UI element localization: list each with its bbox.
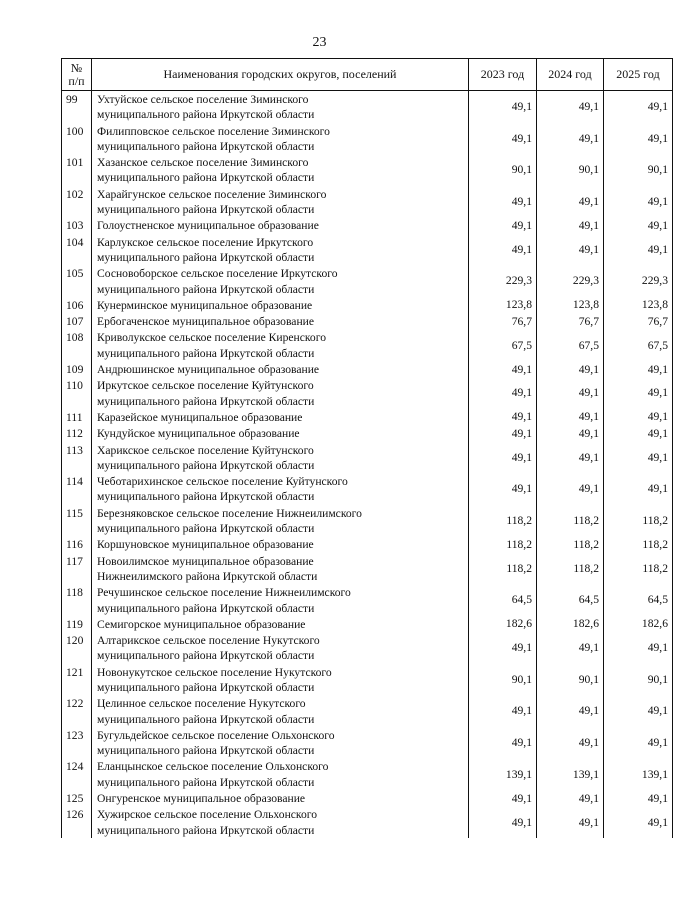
value-2023: 49,1	[469, 409, 537, 425]
table-row	[62, 695, 673, 727]
value-2023: 49,1	[469, 186, 537, 218]
row-name-line2: муниципального района Иркутской области	[97, 458, 315, 472]
value-2024: 123,8	[537, 297, 604, 313]
row-number: 115	[62, 505, 92, 537]
value-2023: 49,1	[469, 727, 537, 759]
table-row	[62, 806, 673, 838]
row-number: 122	[62, 695, 92, 727]
row-number: 123	[62, 727, 92, 759]
row-name-line2: муниципального района Иркутской области	[97, 203, 315, 217]
page-number: 23	[312, 35, 327, 50]
value-2025: 49,1	[604, 473, 673, 505]
table-row	[62, 727, 673, 759]
row-name	[92, 505, 469, 537]
value-2023: 49,1	[469, 790, 537, 806]
row-name-line1: Березняковское сельское поселение Нижнеилимского	[97, 506, 362, 520]
table-row	[62, 154, 673, 186]
row-name-line2: муниципального района Иркутской области	[97, 601, 315, 615]
row-name-line1: Еланцынское сельское поселение Ольхонского	[97, 760, 329, 774]
row-number: 108	[62, 329, 92, 361]
table-row	[62, 442, 673, 474]
row-number: 99	[62, 91, 92, 123]
value-2023: 118,2	[469, 536, 537, 552]
header-number-line2: п/п	[68, 73, 85, 88]
value-2023: 49,1	[469, 695, 537, 727]
row-number: 119	[62, 616, 92, 632]
value-2024: 49,1	[537, 473, 604, 505]
value-2024: 76,7	[537, 313, 604, 329]
row-name-line1: Голоустненское муниципальное образование	[97, 219, 319, 233]
row-name-line1: Хазанское сельское поселение Зиминского	[97, 156, 309, 170]
value-2024: 49,1	[537, 790, 604, 806]
row-name-line2: муниципального района Иркутской области	[97, 490, 315, 504]
row-name	[92, 123, 469, 155]
value-2025: 49,1	[604, 234, 673, 266]
value-2025: 49,1	[604, 790, 673, 806]
row-number: 101	[62, 154, 92, 186]
value-2025: 49,1	[604, 91, 673, 123]
value-2024: 49,1	[537, 361, 604, 377]
table-row	[62, 409, 673, 425]
table-row	[62, 313, 673, 329]
header-number	[62, 59, 92, 91]
value-2024: 49,1	[537, 695, 604, 727]
row-number: 116	[62, 536, 92, 552]
row-name	[92, 91, 469, 123]
row-number: 118	[62, 584, 92, 616]
row-name-line1: Кундуйское муниципальное образование	[97, 427, 300, 441]
row-number: 114	[62, 473, 92, 505]
value-2025: 123,8	[604, 297, 673, 313]
value-2024: 49,1	[537, 425, 604, 441]
table-row	[62, 186, 673, 218]
table-row	[62, 632, 673, 664]
row-name-line2: муниципального района Иркутской области	[97, 108, 315, 122]
row-number: 106	[62, 297, 92, 313]
value-2025: 49,1	[604, 632, 673, 664]
table-row	[62, 790, 673, 806]
row-name-line1: Семигорское муниципальное образование	[97, 617, 306, 631]
value-2025: 64,5	[604, 584, 673, 616]
row-name	[92, 234, 469, 266]
row-name	[92, 217, 469, 233]
value-2024: 90,1	[537, 664, 604, 696]
row-number: 110	[62, 377, 92, 409]
table-row	[62, 473, 673, 505]
value-2024: 64,5	[537, 584, 604, 616]
value-2025: 49,1	[604, 425, 673, 441]
header-2023: 2023 год	[469, 59, 537, 91]
row-name-line2: муниципального района Иркутской области	[97, 823, 315, 837]
row-name-line2: муниципального района Иркутской области	[97, 680, 315, 694]
value-2024: 182,6	[537, 616, 604, 632]
row-name	[92, 727, 469, 759]
row-name	[92, 806, 469, 838]
row-name-line1: Бугульдейское сельское поселение Ольхонского	[97, 728, 335, 742]
row-name-line2: муниципального района Иркутской области	[97, 775, 315, 789]
row-name	[92, 695, 469, 727]
row-name	[92, 553, 469, 585]
row-name-line1: Алтарикское сельское поселение Нукутского	[97, 634, 320, 648]
value-2023: 90,1	[469, 154, 537, 186]
table-row	[62, 329, 673, 361]
value-2024: 49,1	[537, 409, 604, 425]
table-row	[62, 664, 673, 696]
value-2023: 49,1	[469, 361, 537, 377]
row-name-line2: муниципального района Иркутской области	[97, 282, 315, 296]
value-2025: 118,2	[604, 536, 673, 552]
header-2025: 2025 год	[604, 59, 673, 91]
row-name-line1: Новонукутское сельское поселение Нукутского	[97, 665, 332, 679]
value-2023: 49,1	[469, 91, 537, 123]
row-name-line2: муниципального района Иркутской области	[97, 649, 315, 663]
row-name-line2: муниципального района Иркутской области	[97, 250, 315, 264]
row-name-line1: Онгуренское муниципальное образование	[97, 792, 306, 806]
table-row	[62, 297, 673, 313]
value-2023: 49,1	[469, 632, 537, 664]
value-2023: 118,2	[469, 505, 537, 537]
row-name-line2: муниципального района Иркутской области	[97, 394, 315, 408]
value-2025: 49,1	[604, 695, 673, 727]
value-2024: 67,5	[537, 329, 604, 361]
row-name-line1: Каразейское муниципальное образование	[97, 410, 303, 424]
table-row	[62, 425, 673, 441]
row-name-line2: Нижнеилимского района Иркутской области	[97, 569, 318, 583]
row-name	[92, 536, 469, 552]
value-2023: 64,5	[469, 584, 537, 616]
row-number: 109	[62, 361, 92, 377]
value-2025: 139,1	[604, 758, 673, 790]
value-2024: 139,1	[537, 758, 604, 790]
table-row	[62, 123, 673, 155]
value-2023: 182,6	[469, 616, 537, 632]
row-name-line2: муниципального района Иркутской области	[97, 139, 315, 153]
table-row	[62, 217, 673, 233]
row-name	[92, 758, 469, 790]
row-name-line1: Харайгунское сельское поселение Зиминского	[97, 187, 327, 201]
row-name	[92, 313, 469, 329]
row-number: 125	[62, 790, 92, 806]
table-row	[62, 234, 673, 266]
value-2023: 139,1	[469, 758, 537, 790]
row-name-line1: Кунерминское муниципальное образование	[97, 298, 313, 312]
table-row	[62, 377, 673, 409]
table-row	[62, 536, 673, 552]
value-2025: 49,1	[604, 217, 673, 233]
value-2023: 49,1	[469, 442, 537, 474]
row-name-line1: Ухтуйское сельское поселение Зиминского	[97, 93, 309, 106]
row-number: 105	[62, 265, 92, 297]
value-2025: 49,1	[604, 409, 673, 425]
row-name-line1: Коршуновское муниципальное образование	[97, 538, 314, 552]
row-name	[92, 329, 469, 361]
settlements-table	[61, 58, 673, 838]
row-name-line1: Сосновоборское сельское поселение Иркутского	[97, 267, 338, 281]
row-number: 111	[62, 409, 92, 425]
value-2024: 49,1	[537, 234, 604, 266]
row-name-line1: Ербогаченское муниципальное образование	[97, 315, 314, 329]
value-2024: 49,1	[537, 217, 604, 233]
value-2023: 49,1	[469, 217, 537, 233]
value-2024: 49,1	[537, 123, 604, 155]
value-2023: 49,1	[469, 473, 537, 505]
row-name-line1: Криволукское сельское поселение Киренского	[97, 331, 326, 345]
row-name-line2: муниципального района Иркутской области	[97, 744, 315, 758]
table-row	[62, 584, 673, 616]
row-name-line1: Хужирское сельское поселение Ольхонского	[97, 808, 318, 822]
value-2023: 67,5	[469, 329, 537, 361]
value-2023: 49,1	[469, 425, 537, 441]
row-name	[92, 297, 469, 313]
value-2025: 49,1	[604, 123, 673, 155]
value-2025: 76,7	[604, 313, 673, 329]
value-2023: 118,2	[469, 553, 537, 585]
row-name	[92, 361, 469, 377]
row-name-line1: Карлукское сельское поселение Иркутского	[97, 235, 314, 249]
value-2025: 182,6	[604, 616, 673, 632]
value-2024: 49,1	[537, 186, 604, 218]
value-2025: 49,1	[604, 442, 673, 474]
value-2023: 49,1	[469, 123, 537, 155]
header-name: Наименования городских округов, поселений	[92, 59, 469, 91]
row-name-line1: Харикское сельское поселение Куйтунского	[97, 443, 314, 457]
row-name	[92, 409, 469, 425]
table-row	[62, 91, 673, 123]
value-2024: 49,1	[537, 727, 604, 759]
row-name	[92, 584, 469, 616]
row-number: 112	[62, 425, 92, 441]
row-name-line1: Андрюшинское муниципальное образование	[97, 363, 320, 377]
row-name	[92, 154, 469, 186]
value-2023: 229,3	[469, 265, 537, 297]
row-name-line2: муниципального района Иркутской области	[97, 522, 315, 536]
row-name-line1: Новоилимское муниципальное образование	[97, 554, 314, 568]
table-row	[62, 758, 673, 790]
value-2023: 123,8	[469, 297, 537, 313]
row-number: 107	[62, 313, 92, 329]
value-2024: 49,1	[537, 806, 604, 838]
row-name	[92, 265, 469, 297]
row-name-line1: Филипповское сельское поселение Зиминского	[97, 124, 330, 138]
row-number: 124	[62, 758, 92, 790]
value-2024: 118,2	[537, 505, 604, 537]
row-name	[92, 186, 469, 218]
row-name	[92, 425, 469, 441]
row-number: 126	[62, 806, 92, 838]
value-2024: 118,2	[537, 536, 604, 552]
row-number: 117	[62, 553, 92, 585]
row-number: 103	[62, 217, 92, 233]
value-2025: 118,2	[604, 505, 673, 537]
row-number: 121	[62, 664, 92, 696]
table-row	[62, 616, 673, 632]
row-number: 104	[62, 234, 92, 266]
value-2023: 49,1	[469, 806, 537, 838]
table-body	[62, 91, 673, 838]
row-name	[92, 790, 469, 806]
value-2025: 49,1	[604, 806, 673, 838]
header-2024: 2024 год	[537, 59, 604, 91]
value-2025: 49,1	[604, 361, 673, 377]
row-name-line1: Речушинское сельское поселение Нижнеилимского	[97, 586, 351, 600]
row-name	[92, 377, 469, 409]
value-2024: 49,1	[537, 442, 604, 474]
table-row	[62, 553, 673, 585]
value-2025: 90,1	[604, 154, 673, 186]
value-2024: 229,3	[537, 265, 604, 297]
row-number: 120	[62, 632, 92, 664]
row-name	[92, 473, 469, 505]
value-2025: 67,5	[604, 329, 673, 361]
value-2025: 90,1	[604, 664, 673, 696]
value-2024: 90,1	[537, 154, 604, 186]
value-2024: 49,1	[537, 91, 604, 123]
row-name-line2: муниципального района Иркутской области	[97, 346, 315, 360]
row-name	[92, 632, 469, 664]
row-number: 113	[62, 442, 92, 474]
value-2024: 49,1	[537, 632, 604, 664]
value-2025: 118,2	[604, 553, 673, 585]
table-row	[62, 505, 673, 537]
row-name-line1: Целинное сельское поселение Нукутского	[97, 697, 306, 711]
row-name-line1: Чеботарихинское сельское поселение Куйтунского	[97, 475, 348, 489]
value-2023: 76,7	[469, 313, 537, 329]
value-2025: 49,1	[604, 727, 673, 759]
value-2023: 90,1	[469, 664, 537, 696]
value-2025: 229,3	[604, 265, 673, 297]
value-2024: 118,2	[537, 553, 604, 585]
row-number: 100	[62, 123, 92, 155]
row-name-line2: муниципального района Иркутской области	[97, 712, 315, 726]
row-name	[92, 442, 469, 474]
value-2023: 49,1	[469, 234, 537, 266]
header-number-line1: №	[70, 60, 83, 75]
table-header-row	[62, 59, 673, 91]
row-name	[92, 616, 469, 632]
row-name	[92, 664, 469, 696]
value-2024: 49,1	[537, 377, 604, 409]
table-row	[62, 361, 673, 377]
value-2025: 49,1	[604, 377, 673, 409]
table-row	[62, 265, 673, 297]
row-name-line1: Иркутское сельское поселение Куйтунского	[97, 379, 314, 393]
row-number: 102	[62, 186, 92, 218]
value-2023: 49,1	[469, 377, 537, 409]
value-2025: 49,1	[604, 186, 673, 218]
row-name-line2: муниципального района Иркутской области	[97, 171, 315, 185]
